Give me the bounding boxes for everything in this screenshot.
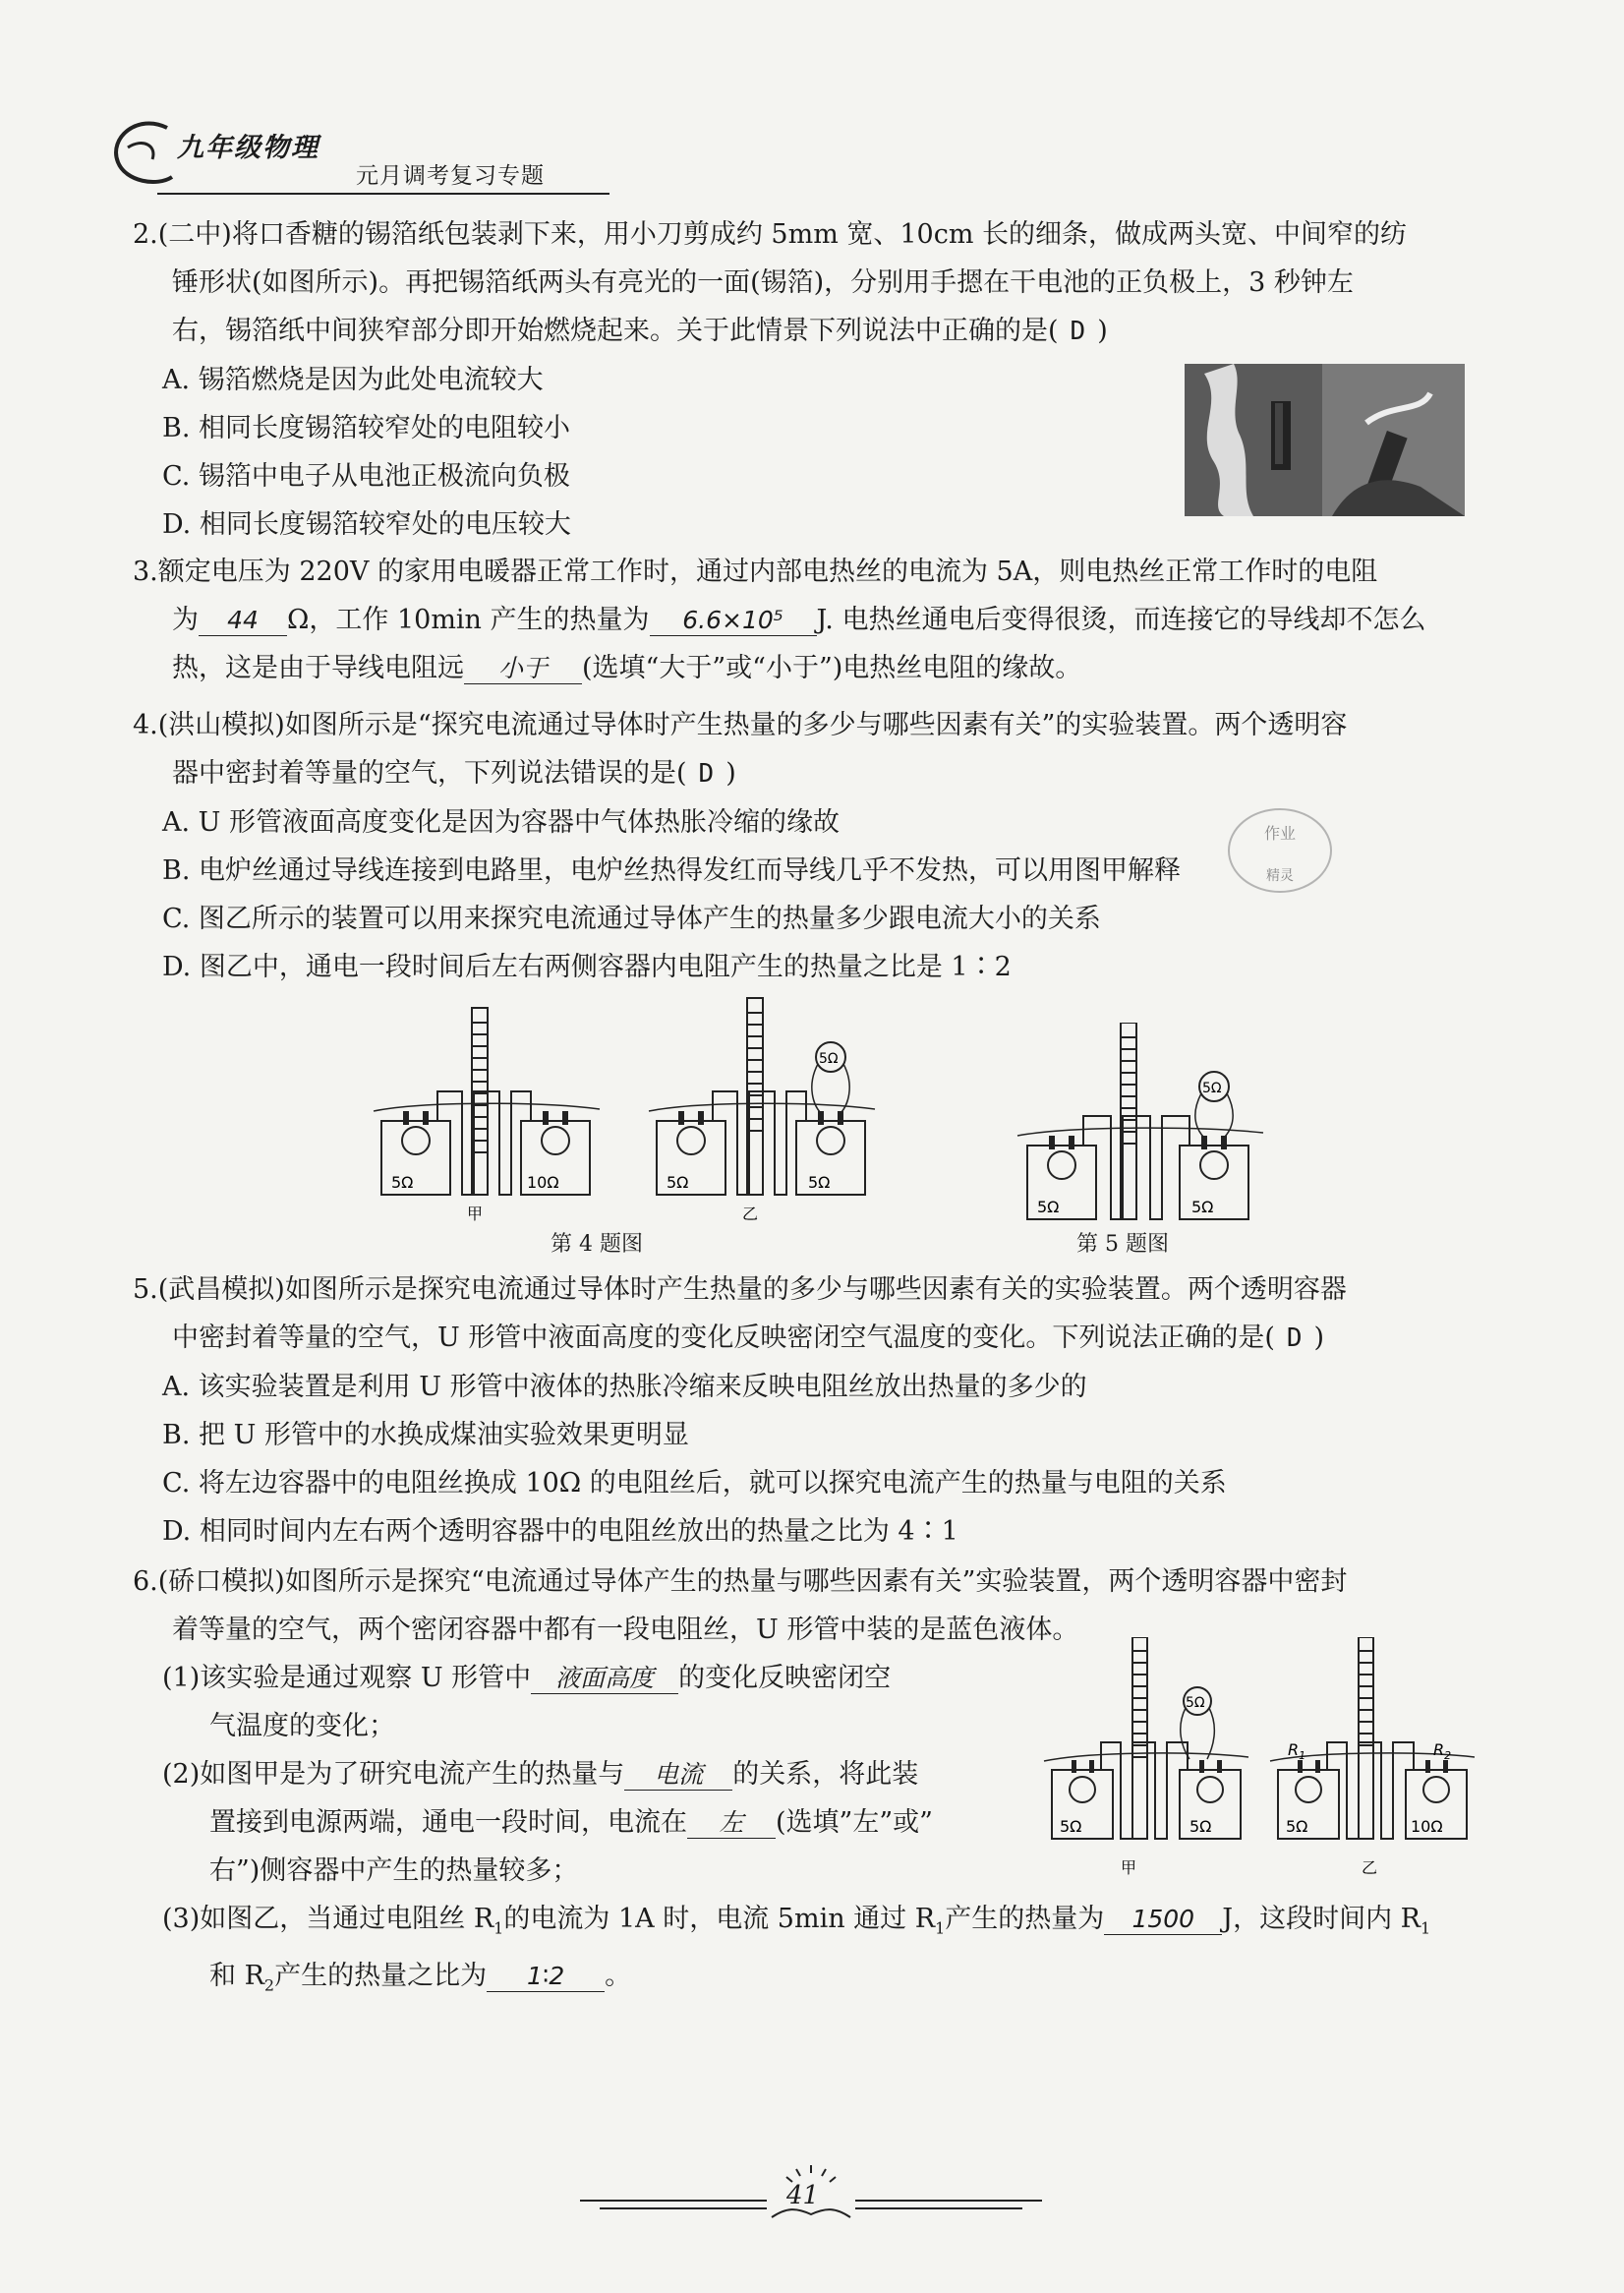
q6-p3i: 。 [605,1961,632,1992]
q6-blank-heat: 1500 [1104,1905,1222,1935]
fig6-jia-top-resistor: 5Ω [1186,1695,1205,1711]
q6-blank-relation: 电流 [624,1760,732,1791]
q5-option-d: D. 相同时间内左右两个透明容器中的电阻丝放出的热量之比为 4∶1 [162,1516,958,1547]
q3-blank-heat: 6.6×10⁵ [650,606,817,636]
header-title: 九年级物理 [177,133,319,163]
q6-p2c: 的关系，将此装 [732,1759,919,1790]
page-number: 41 [786,2181,820,2210]
figure-4 [364,993,914,1257]
q6-p3f: 和 R [209,1961,264,1992]
q6-line-1: 6.(硚口模拟)如图所示是探究“电流通过导体产生的热量与哪些因素有关”实验装置，两个透明容器中密封 [133,1566,1348,1597]
q6-r1-sub-b: 1 [935,1918,946,1938]
fig4-jia-apparatus [374,1008,600,1223]
question-3 [133,548,1470,692]
q3-line-2a: 为 [172,605,199,635]
q5-answer: D [1286,1323,1303,1353]
fig4-jia-left-resistor: 5Ω [391,1173,414,1192]
header-rule [157,193,609,195]
q4-line-1: 4.(洪山模拟)如图所示是“探究电流通过导体时产生热量的多少与哪些因素有关”的实验装置。两个透明容 [133,710,1348,740]
q2-option-b: B. 相同长度锡箔较窄处的电阻较小 [162,413,571,443]
q6-blank-ratio: 1∶2 [487,1962,605,1992]
page-header [98,108,609,197]
q3-line-3a: 热，这是由于导线电阻远 [172,653,464,683]
q5-line-2 [133,1314,1470,1363]
q2-line-2: 锤形状(如图所示)。再把锡箔纸两头有亮光的一面(锡箔)，分别用手摁在干电池的正负极上，3 秒钟左 [172,267,1354,298]
homework-stamp-watermark [1224,801,1337,900]
q2-line-1: 2.(二中)将口香糖的锡箔纸包装剥下来，用小刀剪成约 5mm 宽、10cm 长的细条，做成两头宽、中间窄的纺 [133,219,1408,250]
fig4-yi-top-resistor: 5Ω [819,1051,839,1067]
q6-p2g: 右”)侧容器中产生的热量较多； [209,1855,579,1886]
q5-option-c: C. 将左边容器中的电阻丝换成 10Ω 的电阻丝后，就可以探究电流产生的热量与电阻的关系 [162,1468,1227,1499]
q2-close: ) [1097,316,1108,346]
q4-option-b: B. 电炉丝通过导线连接到电路里，电炉丝热得发红而导线几乎不发热，可以用图甲解释 [162,855,1182,886]
fig6-jia-right-resistor: 5Ω [1189,1817,1212,1836]
figure-5 [1013,1023,1288,1257]
q6-p1c: 的变化反映密闭空 [678,1663,892,1693]
q5-close: ) [1313,1323,1325,1353]
q6-r2-sub: 2 [263,1975,275,1995]
fig6-yi-label: 乙 [1362,1858,1378,1877]
q2-option-a: A. 锡箔燃烧是因为此处电流较大 [162,365,544,395]
q6-p3e: J，这段时间内 R [1222,1904,1421,1934]
q6-blank-side: 左 [687,1808,776,1839]
fig6-jia-apparatus [1044,1637,1248,1877]
figure-6 [1042,1637,1484,1893]
q4-line-2-text: 器中密封着等量的空气，下列说法错误的是( [172,758,687,789]
tinfoil-battery-photo [1185,364,1465,516]
q2-answer: D [1070,317,1086,346]
fig4-yi-left-resistor: 5Ω [667,1173,689,1192]
q6-p3b: 的电流为 1A 时，电流 5min 通过 R [503,1904,936,1934]
q3-blank-compare: 小于 [464,654,582,684]
header-subtitle: 元月调考复习专题 [356,163,545,189]
fig6-yi-apparatus [1270,1637,1475,1877]
fig4-caption: 第 4 题图 [551,1232,643,1257]
q5-line-1: 5.(武昌模拟)如图所示是探究电流通过导体时产生热量的多少与哪些因素有关的实验装置。两个透明容器 [133,1274,1347,1305]
q3-line-1: 3.额定电压为 220V 的家用电暖器正常工作时，通过内部电热丝的电流为 5A，则电热丝正常工作时的电阻 [133,557,1378,587]
q3-line-2b: Ω，工作 10min 产生的热量为 [287,605,650,635]
q3-line-2c: J. 电热丝通电后变得很烫，而连接它的导线却不怎么 [816,605,1426,635]
fig4-yi-label: 乙 [742,1205,759,1223]
q6-line-2: 着等量的空气，两个密闭容器中都有一段电阻丝，U 形管中装的是蓝色液体。 [172,1615,1079,1645]
q2-option-c: C. 锡箔中电子从电池正极流向负极 [162,461,570,492]
q3-line-2 [133,596,1470,644]
fig6-jia-left-resistor: 5Ω [1060,1817,1082,1836]
stamp-text-top: 作业 [1263,824,1297,843]
q3-line-3 [133,644,1470,692]
q3-blank-resistance: 44 [199,606,287,636]
fig4-yi-right-resistor: 5Ω [808,1173,831,1192]
q4-answer: D [698,759,715,789]
fig5-top-resistor: 5Ω [1202,1081,1222,1096]
q4-close: ) [725,758,736,789]
q6-blank-observe: 液面高度 [531,1664,678,1694]
fig5-left-resistor: 5Ω [1037,1198,1060,1216]
fig6-yi-r1-label: $R_1$ [1288,1740,1306,1762]
fig4-jia-right-resistor: 10Ω [527,1173,559,1192]
q4-option-a: A. U 形管液面高度变化是因为容器中气体热胀冷缩的缘故 [162,807,840,838]
q6-p3g: 产生的热量之比为 [274,1961,488,1992]
q4-line-2 [133,749,1470,798]
header-swirl-icon [98,108,187,199]
question-5 [133,1265,1470,1556]
fig5-right-resistor: 5Ω [1191,1198,1214,1216]
q6-p2f: (选填”左”或” [776,1807,933,1838]
q6-p3c: 产生的热量为 [945,1904,1105,1934]
q6-p1a: (1)该实验是通过观察 U 形管中 [162,1663,532,1693]
q2-option-d: D. 相同长度锡箔较窄处的电压较大 [162,509,571,540]
q2-line-3-text: 右，锡箔纸中间狭窄部分即开始燃烧起来。关于此情景下列说法中正确的是( [172,316,1059,346]
q5-option-b: B. 把 U 形管中的水换成煤油实验效果更明显 [162,1420,689,1450]
q4-option-d: D. 图乙中，通电一段时间后左右两侧容器内电阻产生的热量之比是 1∶2 [162,952,1012,982]
fig4-jia-label: 甲 [467,1205,484,1223]
q3-line-3b: (选填“大于”或“小于”)电热丝电阻的缘故。 [582,653,1082,683]
q2-line-3 [133,307,1470,356]
q5-line-2-text: 中密封着等量的空气，U 形管中液面高度的变化反映密闭空气温度的变化。下列说法正确的是( [172,1323,1275,1353]
q6-p3a: (3)如图乙，当通过电阻丝 R [162,1904,494,1934]
fig5-caption: 第 5 题图 [1076,1232,1169,1257]
q6-r1-sub-a: 1 [493,1918,504,1938]
fig6-yi-right-resistor: 10Ω [1411,1817,1443,1836]
q6-r1-sub-c: 1 [1421,1918,1431,1938]
fig4-yi-apparatus [649,998,875,1223]
fig6-yi-left-resistor: 5Ω [1286,1817,1308,1836]
q6-part-3-line-2 [133,1952,1470,2009]
fig6-jia-label: 甲 [1121,1858,1137,1877]
stamp-text-bottom: 精灵 [1266,868,1294,884]
page-footer [560,2163,1062,2232]
q5-option-a: A. 该实验装置是利用 U 形管中液体的热胀冷缩来反映电阻丝放出热量的多少的 [162,1372,1087,1402]
q6-p2d: 置接到电源两端，通电一段时间，电流在 [209,1807,687,1838]
q6-p2a: (2)如图甲是为了研究电流产生的热量与 [162,1759,625,1790]
q6-p1d: 气温度的变化； [209,1711,395,1741]
fig6-yi-r2-label: $R_2$ [1433,1740,1452,1762]
q6-part-3 [133,1895,1470,1952]
q4-option-c: C. 图乙所示的装置可以用来探究电流通过导体产生的热量多少跟电流大小的关系 [162,904,1101,934]
